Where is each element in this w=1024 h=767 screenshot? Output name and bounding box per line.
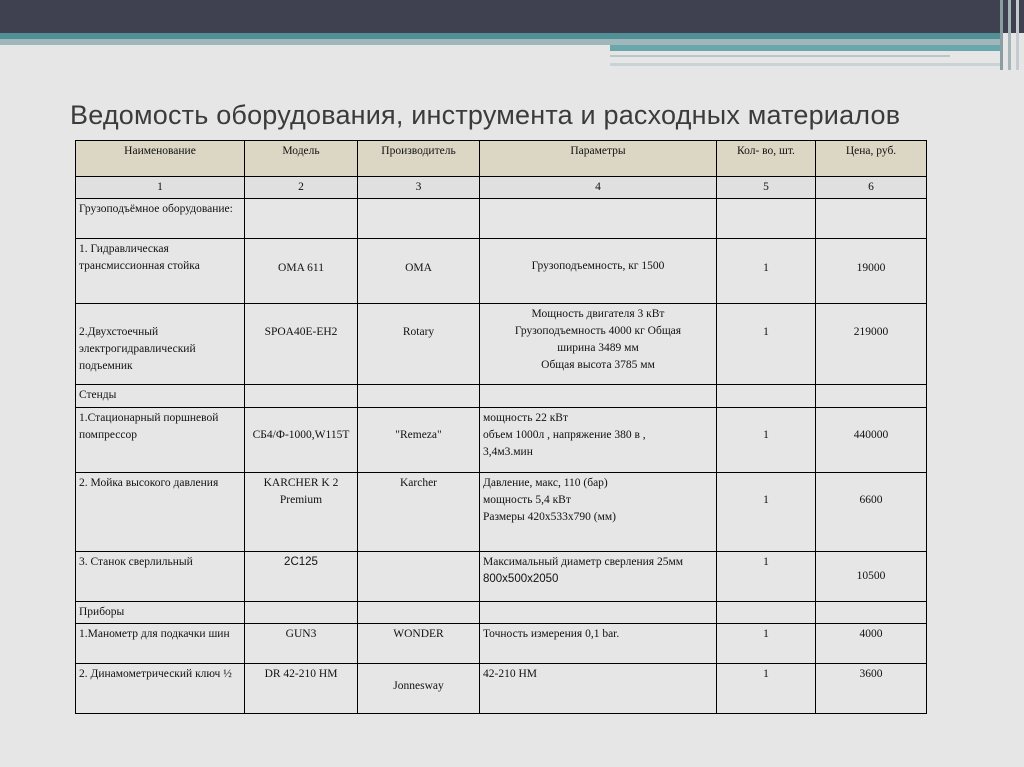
item-model: 2С125 bbox=[245, 552, 358, 602]
parameter-line: Грузоподъемность 4000 кг Общая bbox=[514, 325, 682, 337]
item-model: SPOA40E-EH2 bbox=[245, 304, 358, 385]
table-section-row bbox=[76, 199, 927, 239]
parameter-line: мощность 5,4 кВт bbox=[483, 494, 571, 506]
table-row bbox=[76, 408, 927, 473]
item-model: СБ4/Ф-1000,W115T bbox=[245, 408, 358, 473]
parameter-line: Грузоподъемность, кг 1500 bbox=[531, 260, 665, 272]
slide-accent-strip-right bbox=[610, 45, 1000, 51]
parameter-line: Максимальный диаметр сверления 25мм bbox=[483, 556, 684, 568]
item-model: DR 42-210 HM bbox=[245, 664, 358, 714]
item-quantity: 1 bbox=[717, 408, 816, 473]
parameter-line: объем 1000л , напряжение 380 в , bbox=[483, 429, 646, 441]
slide-accent-line bbox=[610, 63, 1000, 66]
item-manufacturer: Jonnesway bbox=[358, 664, 480, 714]
item-name: 1.Стационарный поршневой помпрессор bbox=[76, 408, 245, 473]
item-parameters bbox=[480, 552, 717, 602]
slide-vertical-accent bbox=[1000, 0, 1003, 70]
item-name: 2. Мойка высокого давления bbox=[76, 473, 245, 552]
item-manufacturer bbox=[358, 552, 480, 602]
table-row bbox=[76, 304, 927, 385]
parameter-line: Точность измерения 0,1 bar. bbox=[483, 628, 620, 640]
item-parameters bbox=[480, 408, 717, 473]
item-price: 19000 bbox=[816, 239, 927, 304]
item-quantity: 1 bbox=[717, 552, 816, 602]
table-number-row bbox=[76, 177, 927, 199]
table-row bbox=[76, 552, 927, 602]
equipment-table bbox=[75, 140, 927, 714]
item-quantity: 1 bbox=[717, 624, 816, 664]
item-price: 219000 bbox=[816, 304, 927, 385]
item-name: 2. Динамометрический ключ ½ bbox=[76, 664, 245, 714]
item-parameters bbox=[480, 239, 717, 304]
column-header: Производитель bbox=[358, 141, 480, 177]
column-number: 3 bbox=[358, 177, 480, 199]
item-model: GUN3 bbox=[245, 624, 358, 664]
item-price: 3600 bbox=[816, 664, 927, 714]
slide-accent-line bbox=[610, 55, 950, 57]
parameter-line: 800x500x2050 bbox=[483, 573, 559, 585]
table-row bbox=[76, 664, 927, 714]
item-price: 6600 bbox=[816, 473, 927, 552]
table-row bbox=[76, 239, 927, 304]
column-header: Кол- во, шт. bbox=[717, 141, 816, 177]
item-quantity: 1 bbox=[717, 304, 816, 385]
item-manufacturer: OMA bbox=[358, 239, 480, 304]
section-label: Стенды bbox=[76, 385, 245, 408]
column-number: 2 bbox=[245, 177, 358, 199]
slide-vertical-accent bbox=[1008, 0, 1011, 70]
item-manufacturer: "Remeza" bbox=[358, 408, 480, 473]
item-parameters bbox=[480, 304, 717, 385]
item-quantity: 1 bbox=[717, 239, 816, 304]
item-name: 1.Манометр для подкачки шин bbox=[76, 624, 245, 664]
item-parameters bbox=[480, 624, 717, 664]
parameter-line: Размеры 420x533x790 (мм) bbox=[483, 511, 616, 523]
item-manufacturer: WONDER bbox=[358, 624, 480, 664]
item-name: 1. Гидравлическая трансмиссионная стойка bbox=[76, 239, 245, 304]
column-header: Наименование bbox=[76, 141, 245, 177]
item-quantity: 1 bbox=[717, 664, 816, 714]
item-parameters bbox=[480, 664, 717, 714]
table-section-row bbox=[76, 385, 927, 408]
column-header: Параметры bbox=[480, 141, 717, 177]
column-header: Цена, руб. bbox=[816, 141, 927, 177]
section-label: Грузоподъёмное оборудование: bbox=[76, 199, 245, 239]
item-quantity: 1 bbox=[717, 473, 816, 552]
parameter-line: 3,4м3.мин bbox=[483, 446, 533, 458]
item-model: KARCHER K 2 Premium bbox=[245, 473, 358, 552]
item-model: OMA 611 bbox=[245, 239, 358, 304]
column-number: 4 bbox=[480, 177, 717, 199]
parameter-line: мощность 22 кВт bbox=[483, 412, 568, 424]
table-header-row bbox=[76, 141, 927, 177]
item-price: 4000 bbox=[816, 624, 927, 664]
parameter-line: Давление, макс, 110 (бар) bbox=[483, 477, 608, 489]
item-name: 3. Станок сверлильный bbox=[76, 552, 245, 602]
table-row bbox=[76, 473, 927, 552]
item-parameters bbox=[480, 473, 717, 552]
slide-top-bar bbox=[0, 0, 1024, 33]
item-price: 10500 bbox=[816, 552, 927, 602]
item-price: 440000 bbox=[816, 408, 927, 473]
table-section-row bbox=[76, 602, 927, 624]
section-label: Приборы bbox=[76, 602, 245, 624]
parameter-line: Мощность двигателя 3 кВт bbox=[531, 308, 665, 320]
column-header: Модель bbox=[245, 141, 358, 177]
column-number: 1 bbox=[76, 177, 245, 199]
slide-vertical-accent bbox=[1016, 0, 1019, 70]
item-manufacturer: Rotary bbox=[358, 304, 480, 385]
table-row bbox=[76, 624, 927, 664]
parameter-line: ширина 3489 мм bbox=[557, 342, 639, 354]
column-number: 5 bbox=[717, 177, 816, 199]
item-manufacturer: Karcher bbox=[358, 473, 480, 552]
column-number: 6 bbox=[816, 177, 927, 199]
slide-title: Ведомость оборудования, инструмента и расходных материалов bbox=[70, 100, 901, 130]
parameter-line: Общая высота 3785 мм bbox=[541, 359, 655, 371]
item-name: 2.Двухстоечный электрогидравлический подъемник bbox=[76, 304, 245, 385]
parameter-line: 42-210 HM bbox=[483, 668, 537, 680]
